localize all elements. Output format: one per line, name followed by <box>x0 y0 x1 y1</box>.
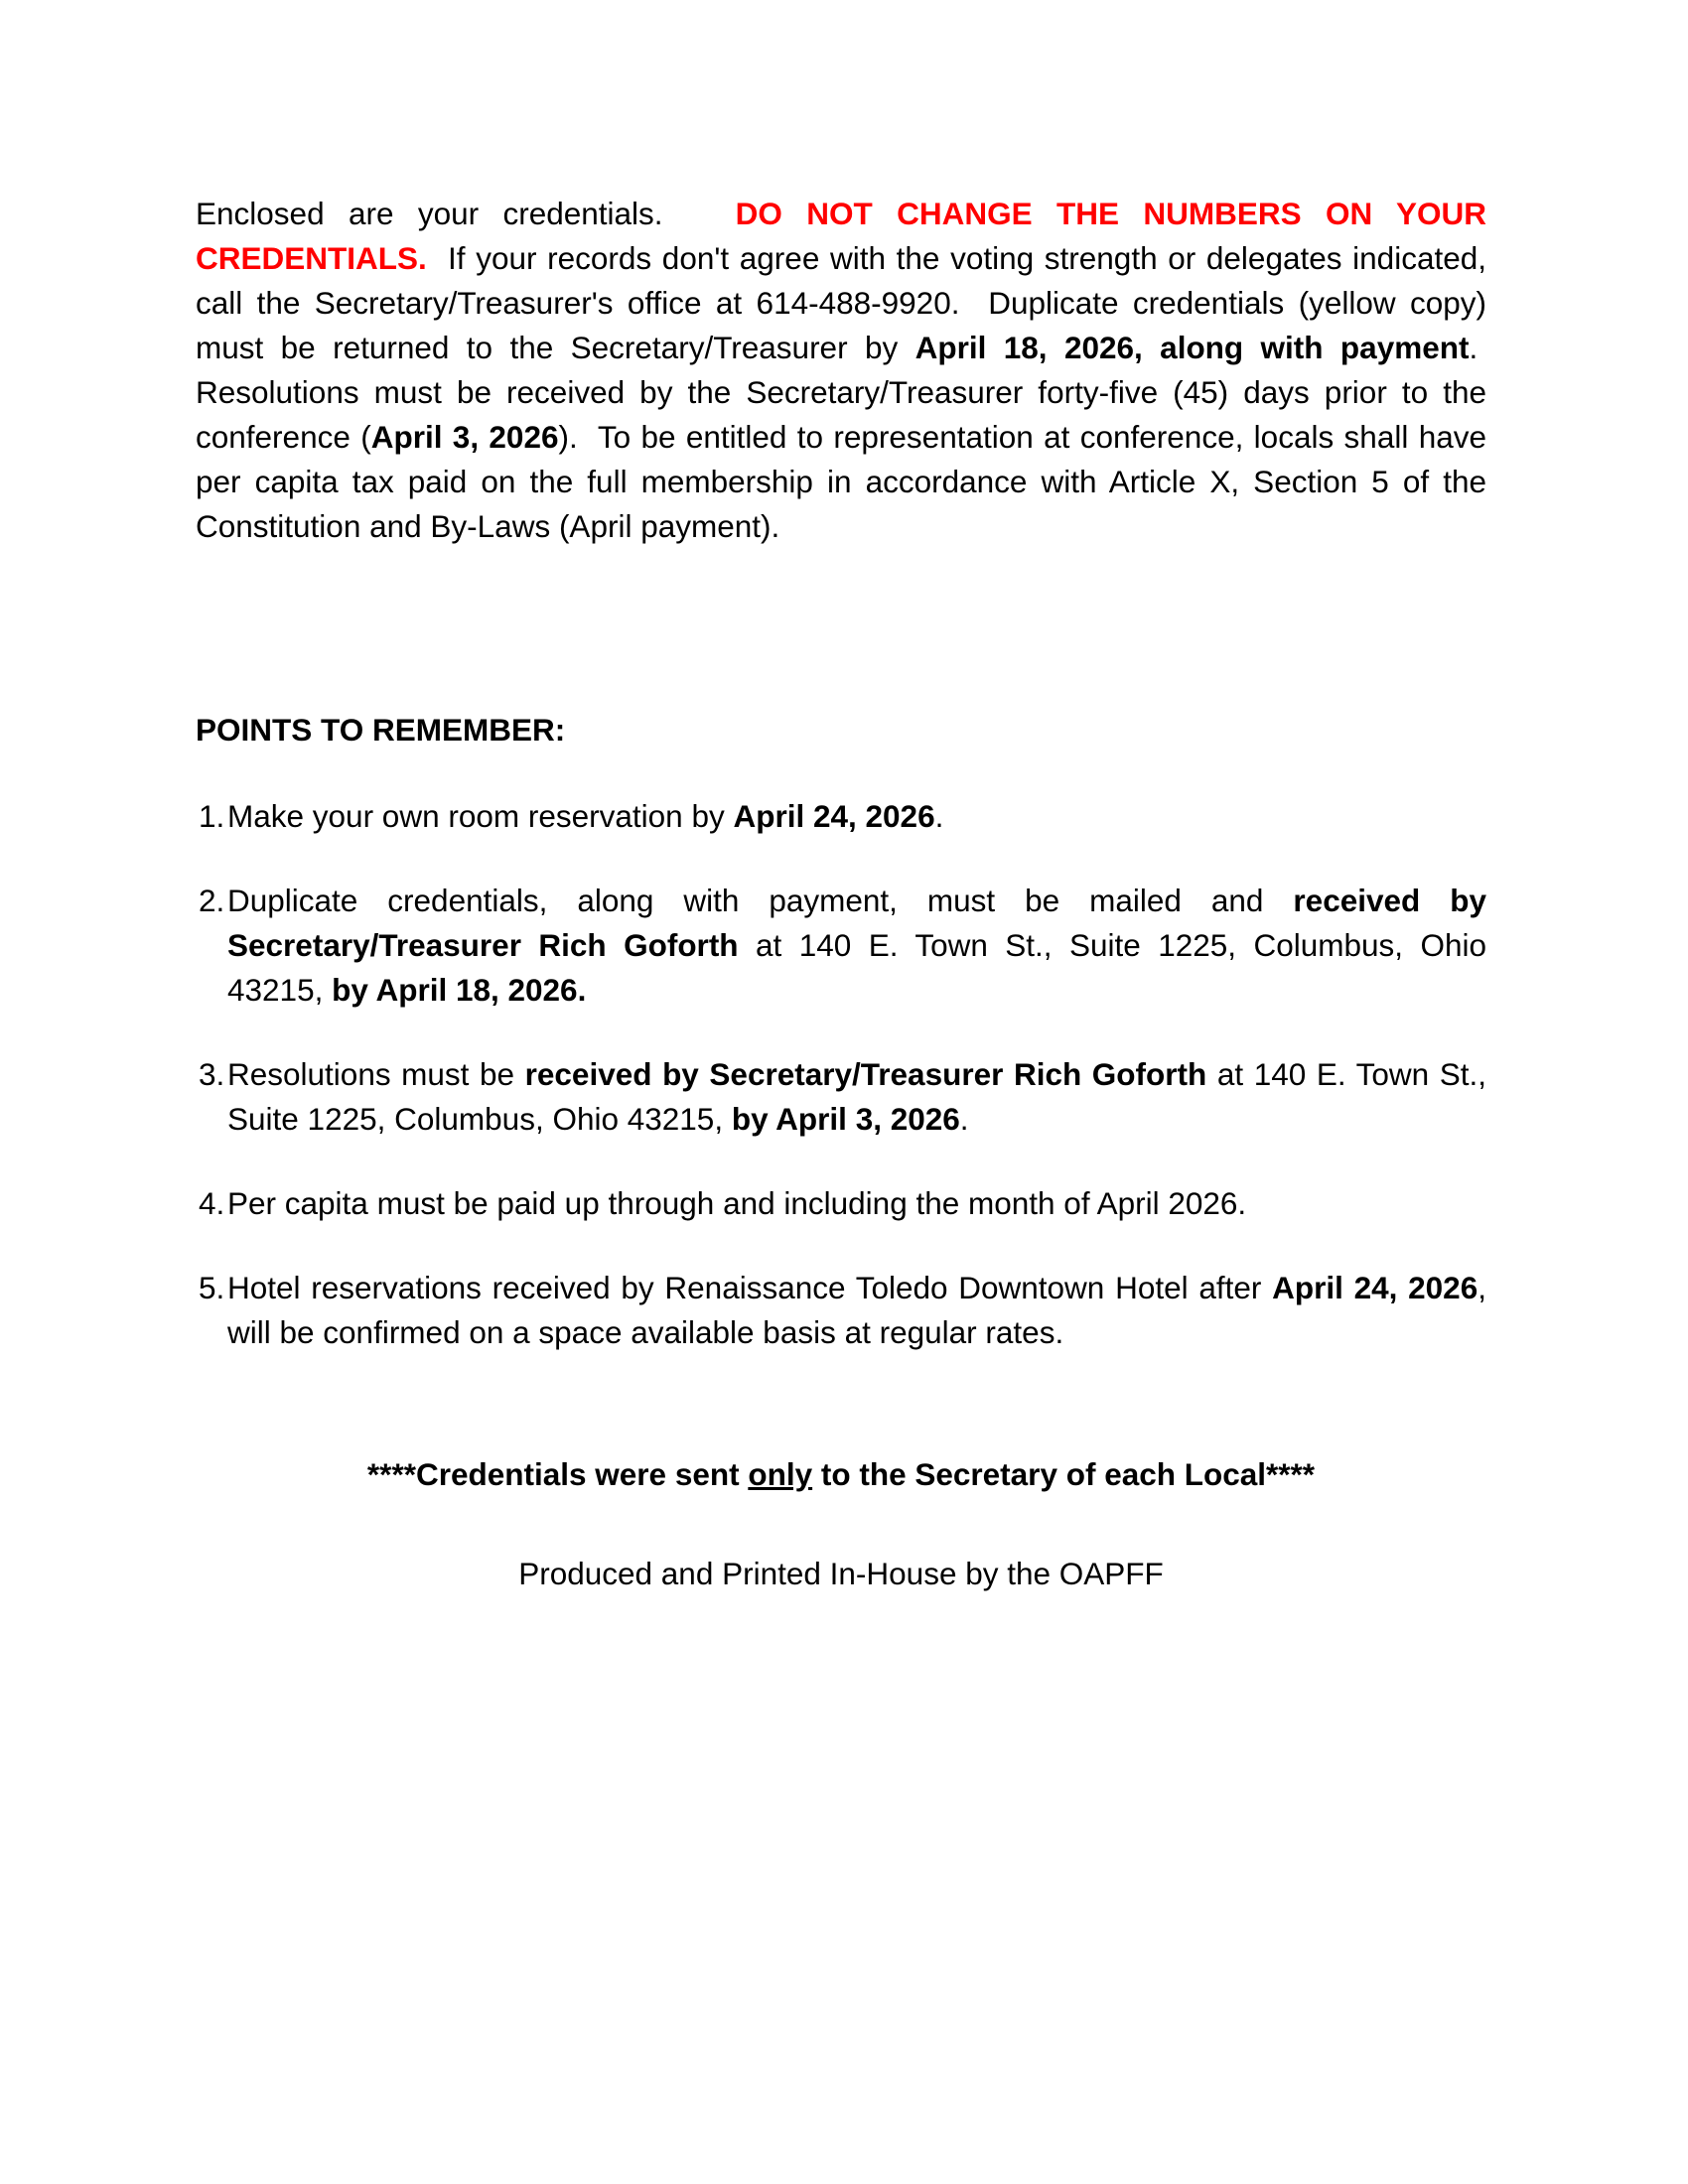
text-run: by April 18, 2026. <box>332 972 587 1008</box>
text-run: Make your own room reservation by <box>227 798 734 834</box>
text-run: at 140 E. Town St., Suite 1225, Columbus, Ohio 43215, <box>227 927 1487 1008</box>
list-item-number: 3. <box>199 1056 225 1092</box>
list-item-text <box>227 1185 1246 1221</box>
list-item-number: 1. <box>199 798 225 834</box>
list-item-number: 5. <box>199 1270 225 1305</box>
credentials-notice <box>196 1452 1486 1497</box>
text-run: Hotel reservations received by Renaissance Toledo Downtown Hotel after <box>227 1270 1273 1305</box>
text-run: , will be confirmed on a space available basis at regular rates. <box>227 1270 1486 1350</box>
list-item-text <box>227 798 943 834</box>
list-item <box>196 1181 1486 1226</box>
text-run: . <box>959 1101 969 1137</box>
text-run: Enclosed are your credentials. <box>196 196 736 231</box>
list-item <box>196 794 1486 839</box>
list-item <box>196 879 1486 1013</box>
list-item-text <box>227 1056 1486 1137</box>
text-run: April 24, 2026 <box>1272 1270 1478 1305</box>
text-run: to the Secretary of each Local**** <box>812 1456 1316 1492</box>
text-run: Resolutions must be <box>227 1056 525 1092</box>
text-run: Duplicate credentials, along with payment, must be mailed and <box>227 883 1294 918</box>
list-item <box>196 1052 1486 1142</box>
list-item-number: 2. <box>199 883 225 918</box>
text-run: received by Secretary/Treasurer Rich Goforth <box>524 1056 1207 1092</box>
points-list <box>196 794 1486 1355</box>
text-run: ****Credentials were sent <box>366 1456 749 1492</box>
list-item-text <box>227 1270 1486 1350</box>
list-item-text <box>227 883 1486 1008</box>
list-item-number: 4. <box>199 1185 225 1221</box>
text-run: If your records don't agree with the voting strength or delegates indicated, call the Secretary/Treasurer's office at 614-488-9920. Duplicate credentials (yellow copy) must be returned to the Secretary/Treasurer by <box>196 240 1486 365</box>
intro-paragraph <box>196 192 1486 549</box>
production-credit: Produced and Printed In-House by the OAPFF <box>518 1556 1164 1591</box>
points-heading: POINTS TO REMEMBER: <box>196 712 566 748</box>
text-run: . Resolutions must be received by the Secretary/Treasurer forty-five (45) days prior to the conference ( <box>196 330 1486 455</box>
text-run: Per capita must be paid up through and including the month of April 2026. <box>227 1185 1247 1221</box>
text-run: ). To be entitled to representation at conference, locals shall have per capita tax paid on the full membership in accordance with Article X, Section 5 of the Constitution and By-Laws (April payment). <box>196 419 1486 544</box>
text-run: April 24, 2026 <box>733 798 935 834</box>
document-content <box>196 192 1486 1596</box>
text-run: by April 3, 2026 <box>731 1101 960 1137</box>
text-run: received by Secretary/Treasurer Rich Goforth <box>227 883 1486 963</box>
text-run: April 18, 2026, along with payment <box>914 330 1470 365</box>
text-run: . <box>934 798 944 834</box>
text-run: only <box>748 1456 813 1492</box>
text-run: DO NOT CHANGE THE NUMBERS ON YOUR CREDENTIALS. <box>196 196 1486 276</box>
text-run: at 140 E. Town St., Suite 1225, Columbus, Ohio 43215, <box>227 1056 1486 1137</box>
text-run: April 3, 2026 <box>370 419 559 455</box>
list-item <box>196 1266 1486 1355</box>
